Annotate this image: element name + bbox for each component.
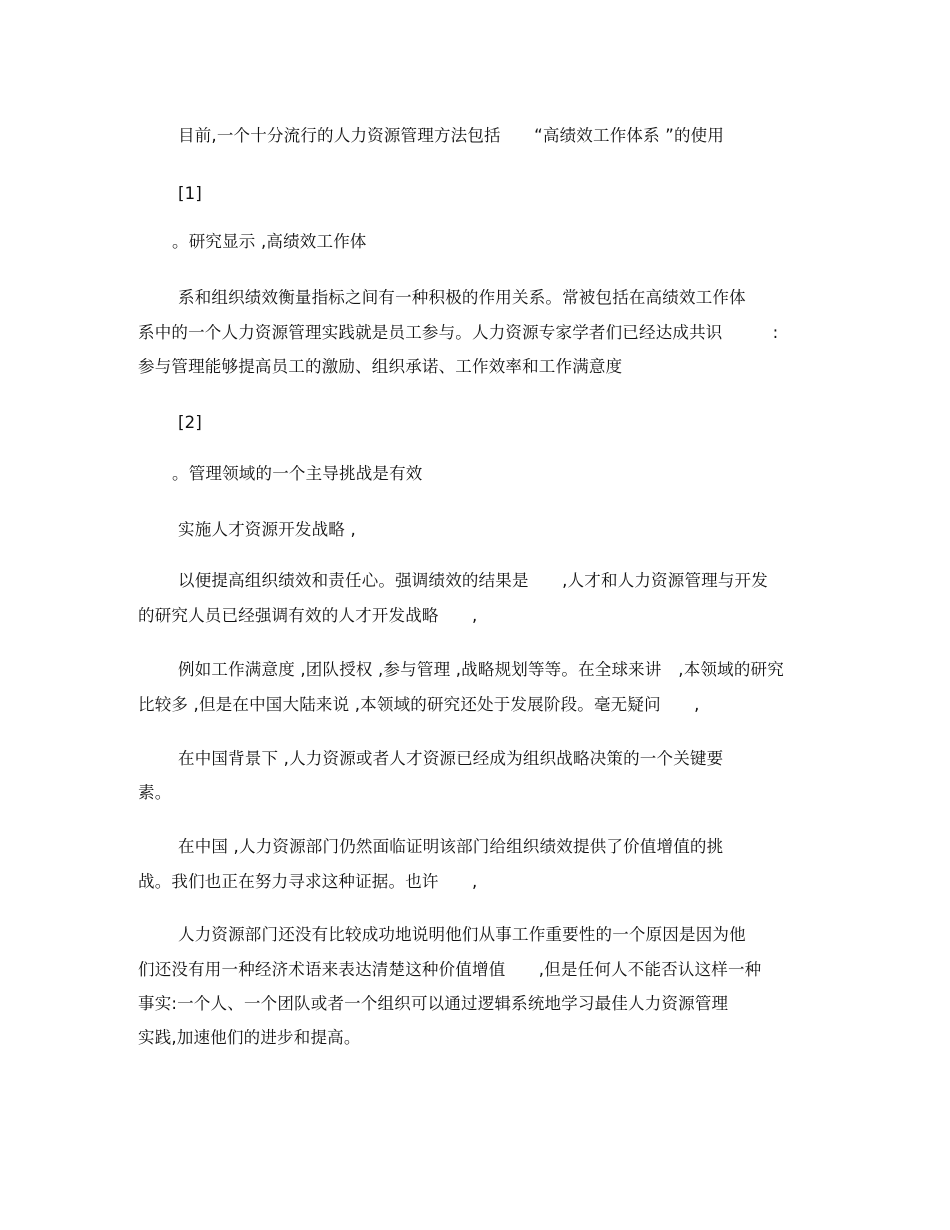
text-line: 在中国 ,人力资源部门仍然面临证明该部门给组织绩效提供了价值增值的挑 <box>178 837 724 856</box>
text-line: 参与管理能够提高员工的激励、组织承诺、工作效率和工作满意度 <box>138 357 623 376</box>
text-line: 的研究人员已经强调有效的人才开发战略 , <box>138 606 478 625</box>
text-line: 实践,加速他们的进步和提高。 <box>138 1028 361 1047</box>
text-line: 们还没有用一种经济术语来表达清楚这种价值增值 ,但是任何人不能否认这样一种 <box>138 960 762 979</box>
text-line: 。管理领域的一个主导挑战是有效 <box>172 464 423 483</box>
text-line: 。研究显示 ,高绩效工作体 <box>172 232 367 251</box>
text-line: 人力资源部门还没有比较成功地说明他们从事工作重要性的一个原因是因为他 <box>178 925 746 944</box>
text-line: 以便提高组织绩效和责任心。强调绩效的结果是 ,人才和人力资源管理与开发 <box>178 571 768 590</box>
text-line: 事实:一个人、一个团队或者一个组织可以通过逻辑系统地学习最佳人力资源管理 <box>138 994 729 1013</box>
text-line: 系和组织绩效衡量指标之间有一种积极的作用关系。常被包括在高绩效工作体 <box>178 288 746 307</box>
text-line: 系中的一个人力资源管理实践就是员工参与。人力资源专家学者们已经达成共识 : <box>138 323 779 342</box>
citation-marker: [1] <box>178 184 202 203</box>
text-line: 素。 <box>138 783 172 802</box>
text-line: 在中国背景下 ,人力资源或者人才资源已经成为组织战略决策的一个关键要 <box>178 749 724 768</box>
citation-marker: [2] <box>178 413 202 432</box>
text-line: 例如工作满意度 ,团队授权 ,参与管理 ,战略规划等等。在全球来讲 ,本领域的研究 <box>178 660 784 679</box>
text-line: 战。我们也正在努力寻求这种证据。也许 , <box>138 872 478 891</box>
text-line: 实施人才资源开发战略 , <box>178 520 356 539</box>
text-line: 比较多 ,但是在中国大陆来说 ,本领域的研究还处于发展阶段。毫无疑问 , <box>138 695 700 714</box>
text-line: 目前,一个十分流行的人力资源管理方法包括 “高绩效工作体系 ”的使用 <box>178 126 725 145</box>
